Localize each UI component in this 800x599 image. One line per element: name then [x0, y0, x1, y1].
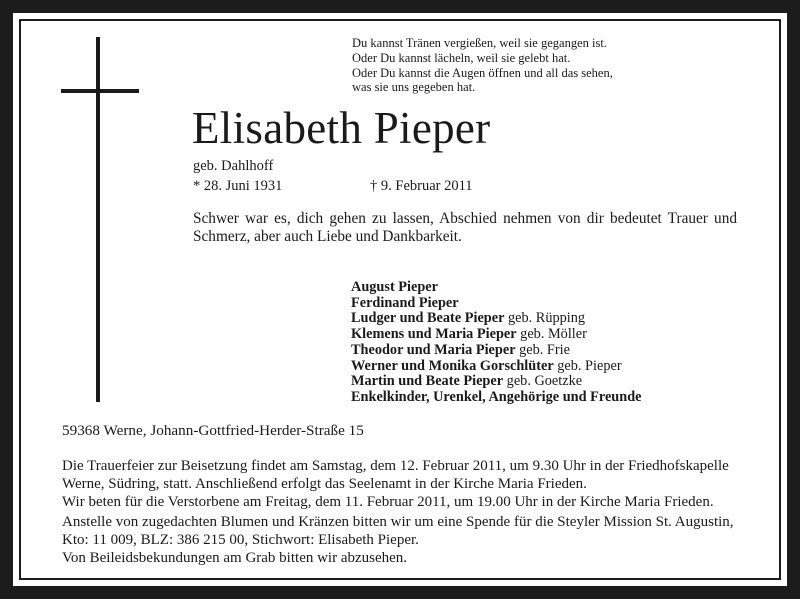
mourner-entry: [351, 359, 642, 375]
mourner-birth-name: geb. Frie: [519, 341, 570, 358]
notice-line: Die Trauerfeier zur Beisetzung findet am Samstag, dem 12. Februar 2011, um 9.30 Uhr in der Friedhofskapelle: [62, 458, 729, 474]
mourner-name: Klemens und Maria Pieper: [351, 326, 517, 343]
mourner-name: Werner und Monika Gorschlüter: [351, 357, 554, 374]
donation-notice: [62, 514, 746, 549]
mourner-birth-name: geb. Pieper: [557, 357, 622, 374]
mourner-name: Enkelkinder, Urenkel, Angehörige und Freunde: [351, 388, 642, 405]
mourner-name: August Pieper: [351, 279, 438, 295]
mourner-entry: [351, 296, 642, 312]
farewell-message: Schwer war es, dich gehen zu lassen, Abschied nehmen von dir bedeutet Trauer und Schmerz, aber auch Liebe und Dankbarkeit.: [193, 210, 737, 245]
mourners-list: [351, 280, 642, 406]
notice-line: Werne, Südring, statt. Anschließend erfolgt das Seelenamt in der Kirche Maria Frieden.: [62, 475, 587, 492]
mourner-birth-name: geb. Goetzke: [506, 373, 583, 390]
deceased-name: Elisabeth Pieper: [192, 103, 491, 153]
birth-name: geb. Dahlhoff: [193, 158, 274, 174]
mourner-birth-name: geb. Möller: [520, 326, 587, 343]
poem-line: was sie uns gegeben hat.: [352, 80, 476, 95]
poem: [352, 36, 672, 95]
poem-line: Oder Du kannst lächeln, weil sie gelebt hat.: [352, 50, 571, 65]
poem-line: Du kannst Tränen vergießen, weil sie gegangen ist.: [352, 36, 607, 50]
mourner-entry: [351, 311, 642, 327]
mourner-entry: [351, 390, 642, 406]
mourner-entry: [351, 280, 642, 296]
mourner-entry: [351, 374, 642, 390]
prayer-notice: [62, 494, 746, 512]
mourner-name: Ferdinand Pieper: [351, 294, 459, 311]
notice-line: Wir beten für die Verstorbene am Freitag, dem 11. Februar 2011, um 19.00 Uhr in der Kirche Maria Frieden.: [62, 494, 714, 510]
mourner-name: Martin und Beate Pieper: [351, 373, 504, 390]
notice-line: Kto: 11 009, BLZ: 386 215 00, Stichwort: Elisabeth Pieper.: [62, 531, 419, 548]
funeral-notice: [62, 458, 746, 493]
birth-date: * 28. Juni 1931: [193, 178, 283, 194]
condolence-notice: [62, 550, 746, 568]
death-date: † 9. Februar 2011: [370, 178, 473, 194]
mourner-entry: [351, 343, 642, 359]
cross-horizontal-beam: [61, 89, 139, 93]
notice-line: Von Beileidsbekundungen am Grab bitten wir abzusehen.: [62, 550, 408, 566]
mourner-birth-name: geb. Rüpping: [508, 310, 586, 327]
poem-line: Oder Du kannst die Augen öffnen und all das sehen,: [352, 65, 613, 80]
mourner-name: Ludger und Beate Pieper: [351, 310, 505, 327]
notice-line: Anstelle von zugedachten Blumen und Kränzen bitten wir um eine Spende für die Steyler Mission St. Augustin,: [62, 514, 734, 530]
mourner-entry: [351, 327, 642, 343]
address: 59368 Werne, Johann-Gottfried-Herder-Straße 15: [62, 422, 364, 439]
mourner-name: Theodor und Maria Pieper: [351, 341, 516, 358]
